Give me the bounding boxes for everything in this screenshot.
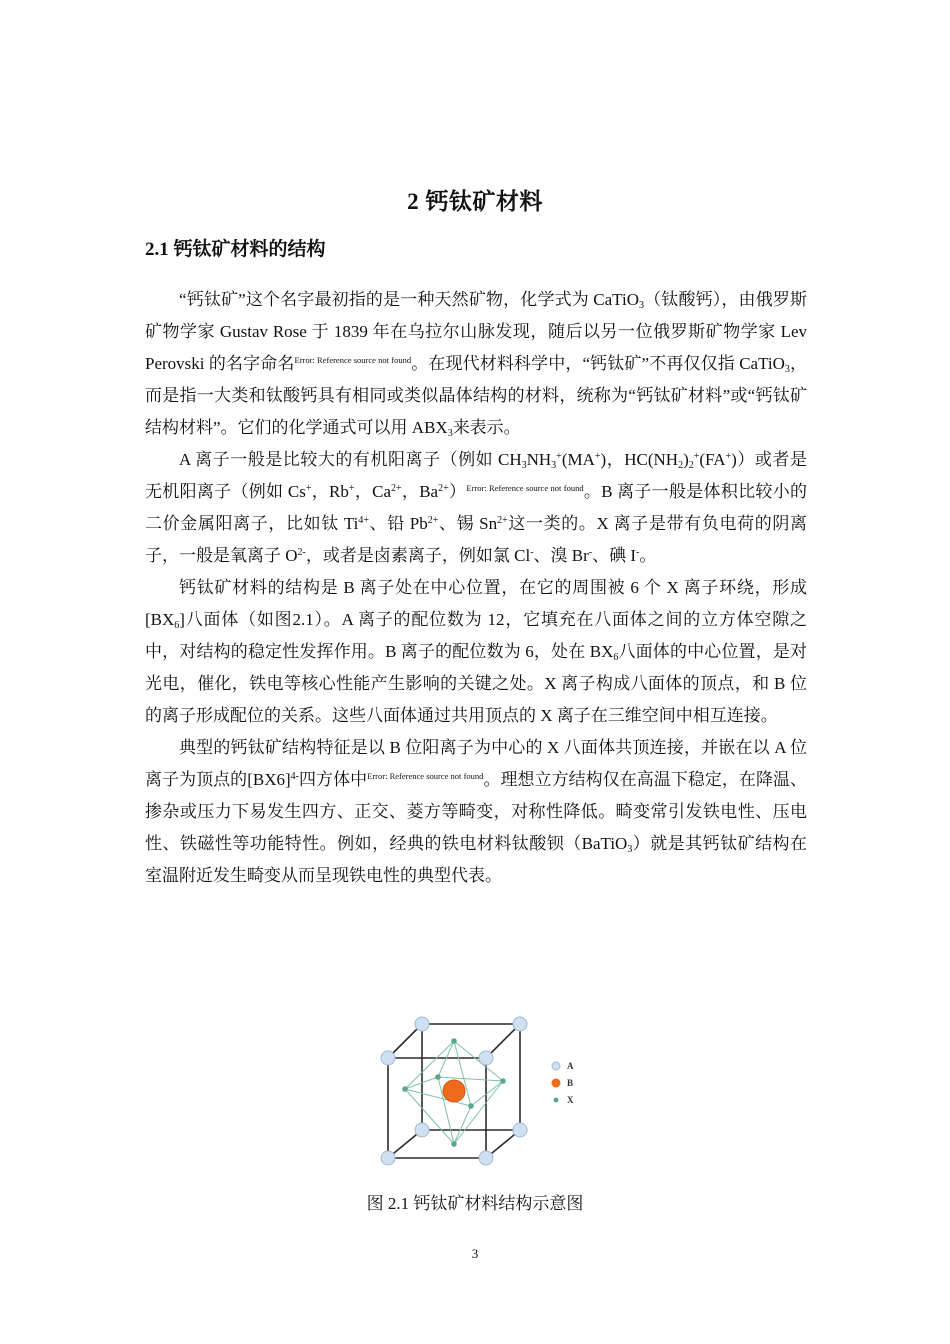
paragraph-1: “钙钛矿”这个名字最初指的是一种天然矿物，化学式为 CaTiO$_3$（钛酸钙），由俄罗斯矿物学家 Gustav Rose 于 1839 年在乌拉尔山脉发现，随后以另一位俄罗斯矿物学家 Lev Perovski 的名字命名$^{Error: Reference source not found}$。在现代材料科学中，“钙钛矿”不再仅仅指 CaTiO$_3$，而是指一大类和钛酸钙具有相同或类似晶体结构的材料，统称为“钙钛矿材料”或“钙钛矿结构材料”。它们的化学通式可以用 $ABX_3$来表示。 <box>145 290 808 439</box>
legend-b-label: B <box>567 1078 574 1088</box>
figure-caption: 图 2.1 钙钛矿材料结构示意图 <box>366 1194 584 1213</box>
x-ion <box>500 1078 506 1084</box>
a-ion <box>415 1123 429 1137</box>
reference-error: Error: Reference source not found <box>466 483 584 493</box>
figure-legend <box>552 1061 575 1105</box>
crystal-diagram <box>372 1012 592 1172</box>
page-number: 3 <box>471 1246 479 1261</box>
paragraph-3: 钙钛矿材料的结构是 B 离子处在中心位置，在它的周围被 6 个 X 离子环绕，形成$[BX_6]$八面体（如图2.1）。A 离子的配位数为 12，它填充在八面体之间的立方体空隙之中，对结构的稳定性发挥作用。B 离子的配位数为 6，处在 $BX_6$八面体的中心位置，是对光电，催化，铁电等核心性能产生影响的关键之处。X 离子构成八面体的顶点，和 B 位的离子形成配位的关系。这些八面体通过共用顶点的 X 离子在三维空间中相互连接。 <box>145 578 807 725</box>
body-text <box>145 284 807 892</box>
legend-a-label: A <box>567 1061 574 1071</box>
legend-x-marker <box>554 1098 559 1103</box>
a-ion <box>479 1051 493 1065</box>
a-ion <box>513 1017 527 1031</box>
legend-b-marker <box>552 1079 561 1088</box>
legend-x-label: X <box>567 1095 574 1105</box>
section-title: 2.1 钙钛矿材料的结构 <box>145 239 326 260</box>
paragraph-2: A 离子一般是比较大的有机阳离子（例如 $CH_3NH_3^+(MA^+)$，$HC(NH_2)_2^+(FA^+)$）或者是无机阳离子（例如 Cs+，Rb+，$Ca^{2+}$，$Ba^{2+})^{Error: Reference source not found}$。B 离子一般是体积比较小的二价金属阳离子，比如钛 $Ti^{4+}$、铅 $Pb^{2+}$、锡 $Sn^{2+}$这一类的。X 离子是带有负电荷的阴离子，一般是氧离子 $O^{2-}$，或者是卤素离子，例如氯 Cl-、溴 Br-、碘 I-。 <box>145 450 807 565</box>
paragraph-4: 典型的钙钛矿结构特征是以 B 位阳离子为中心的 X 八面体共顶连接，并嵌在以 A 位离子为顶点的$[BX6]^{4-}$四方体中$^{Error: Reference source not found}$。理想立方结构仅在高温下稳定，在降温、掺杂或压力下易发生四方、正交、菱方等畸变，对称性降低。畸变常引发铁电性、压电性、铁磁性等功能特性。例如，经典的铁电材料钛酸钡（BaTiO$_3$）就是其钙钛矿结构在室温附近发生畸变从而呈现铁电性的典型代表。 <box>145 738 808 885</box>
x-ion <box>435 1074 441 1080</box>
x-ion <box>451 1141 457 1147</box>
b-ion <box>443 1080 465 1102</box>
perovskite-structure-figure <box>372 1012 592 1172</box>
a-ion <box>381 1151 395 1165</box>
reference-error: Error: Reference source not found <box>294 355 412 365</box>
reference-error: Error: Reference source not found <box>367 771 484 781</box>
legend-a-marker <box>552 1062 560 1070</box>
a-ion <box>479 1151 493 1165</box>
a-ion <box>513 1123 527 1137</box>
x-ion <box>468 1103 474 1109</box>
chapter-title: 2 钙钛矿材料 <box>407 189 543 214</box>
x-ion <box>451 1038 457 1044</box>
a-ion <box>381 1051 395 1065</box>
a-ion <box>415 1017 429 1031</box>
x-ion <box>402 1086 408 1092</box>
